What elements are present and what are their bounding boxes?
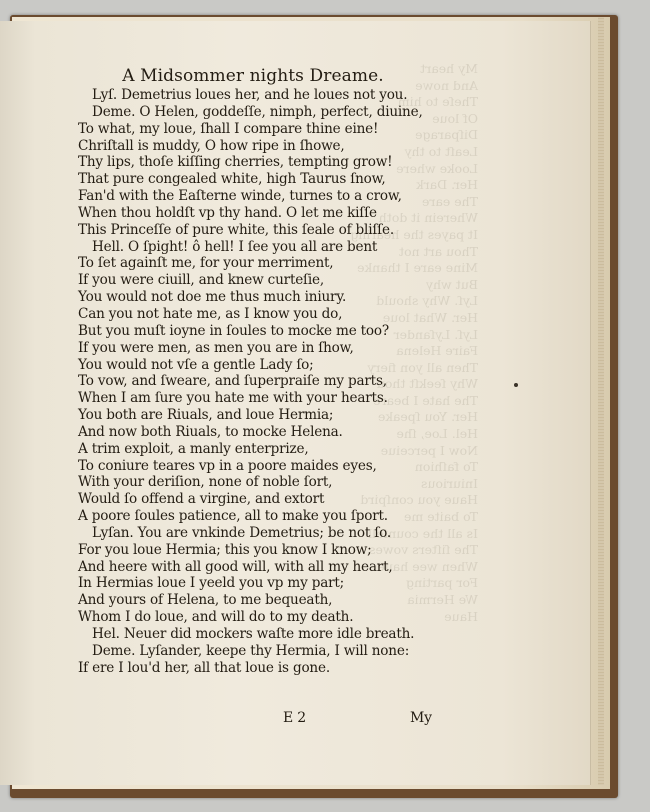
book-page	[0, 21, 591, 785]
text-line: And heere with all good will, with all my heart,	[78, 558, 393, 575]
running-head: A Midsommer nights Dreame.	[122, 66, 384, 86]
text-line: Can you not hate me, as I know you do,	[78, 305, 343, 322]
text-line: A trim exploit, a manly enterprize,	[78, 440, 309, 457]
text-line: With your deriſion, none of noble ſort,	[78, 474, 333, 491]
text-line: If ere I lou'd her, all that loue is gone.	[78, 659, 330, 676]
text-line: Lyſan. You are vnkinde Demetrius; be not ſo.	[92, 524, 391, 541]
text-line: Fan'd with the Eaſterne winde, turnes to a crow,	[78, 188, 402, 205]
text-line: And now both Riuals, to mocke Helena.	[78, 423, 343, 440]
text-line: Hel. Neuer did mockers waſte more idle breath.	[92, 626, 415, 642]
text-line: To what, my loue, ſhall I compare thine eine!	[78, 120, 379, 137]
text-line: Hell. O ſpight! ô hell! I ſee you all are bent	[92, 238, 378, 255]
text-line: If you were men, as men you are in ſhow,	[78, 339, 354, 356]
text-line: When I am ſure you hate me with your hearts.	[78, 390, 388, 407]
text-line: Thy lips, thoſe kiſſing cherries, tempting grow!	[78, 154, 393, 171]
text-line: You both are Riuals, and loue Hermia;	[78, 407, 334, 424]
text-line: To ſet againſt me, for your merriment,	[78, 255, 334, 272]
text-line: You would not doe me thus much iniury.	[78, 289, 347, 306]
text-line: And yours of Helena, to me bequeath,	[78, 592, 333, 609]
text-line: Whom I do loue, and will do to my death.	[78, 609, 354, 626]
catchword: My	[410, 710, 432, 726]
page-text	[78, 65, 438, 726]
text-line: Deme. Lyſander, keepe thy Hermia, I will none:	[92, 642, 410, 659]
text-line: Lyſ. Demetrius loues her, and he loues not you.	[92, 87, 408, 103]
text-line: If you were ciuill, and knew curteſie,	[78, 272, 325, 289]
ink-speck	[514, 383, 518, 387]
page-edge-strip	[598, 17, 604, 785]
show-through-text: My heart And nowe Theſe to him Of loue Diſparage Leaſt to thy Looke where Her. Dark The eare Wherein it doth It payes the hearing Thou art not Mine eare I thanke But why Lyſ. Why should Her. What loue Lyſ. Lyſander Faire Helena Then all yon fiery Why ſeekſt thou The hate I beare Her. You ſpeake Hel. Loe, ſhe Now I perceiue To faſhion Iniurious Haue you conſpird To baite me Is all the counſell The ſiſters vowes When wee haue For parting We Hermia Haue	[350, 61, 478, 624]
text-line: To coniure teares vp in a poore maides eyes,	[78, 457, 377, 474]
text-line: For you loue Hermia; this you know I know;	[78, 541, 372, 558]
text-line: Deme. O Helen, goddeſſe, nimph, perfect, diuine,	[92, 103, 423, 120]
text-line: In Hermias loue I yeeld you vp my part;	[78, 575, 345, 592]
text-line: That pure congealed white, high Taurus ſnow,	[78, 171, 386, 188]
text-line: When thou holdſt vp thy hand. O let me kiſſe	[78, 204, 377, 221]
text-line: To vow, and ſweare, and ſuperpraiſe my parts,	[78, 373, 387, 390]
text-line: This Princeſſe of pure white, this ſeale of bliſſe.	[78, 221, 394, 238]
signature-mark: E 2	[283, 710, 306, 726]
text-line: Chriſtall is muddy, O how ripe in ſhowe,	[78, 137, 345, 154]
text-line: Would ſo offend a virgine, and extort	[78, 491, 325, 508]
text-line: But you muſt ioyne in ſoules to mocke me too?	[78, 322, 389, 339]
text-line: You would not vſe a gentle Lady ſo;	[78, 356, 314, 373]
text-line: A poore ſoules patience, all to make you ſport.	[78, 508, 388, 525]
